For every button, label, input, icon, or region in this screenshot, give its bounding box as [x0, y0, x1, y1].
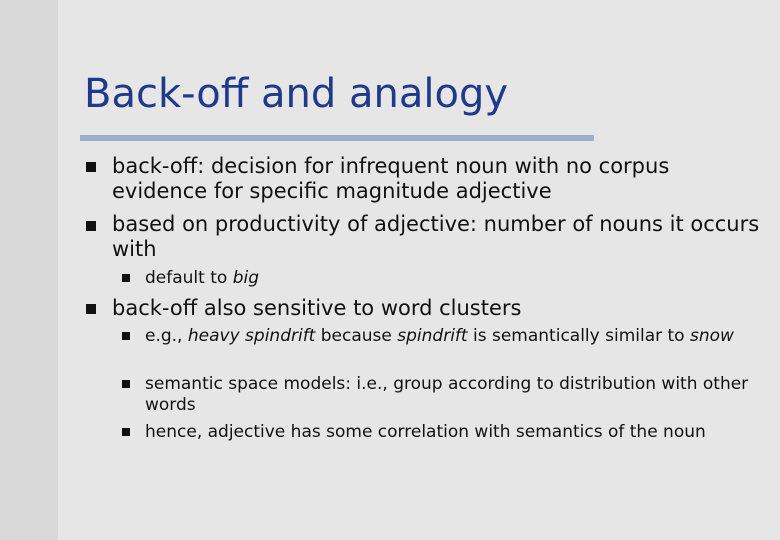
emphasis-word: snow	[689, 326, 734, 346]
sub-bullet-marker-icon	[122, 274, 130, 282]
sub-bullet-text: default to	[145, 268, 233, 288]
sub-bullet-text: e.g.,	[145, 326, 188, 346]
sub-bullet-text: is semantically similar to	[467, 326, 690, 346]
sub-bullet-item	[145, 268, 765, 289]
sub-bullet-marker-icon	[122, 428, 130, 436]
slide-left-margin	[0, 0, 58, 540]
bullet-item: back-off also sensitive to word clusters	[112, 296, 522, 320]
bullet-marker-icon	[86, 304, 96, 314]
slide-title: Back-off and analogy	[84, 71, 509, 117]
sub-bullet-item	[145, 326, 765, 347]
sub-bullet-text: because	[315, 326, 398, 346]
sub-bullet-item: semantic space models: i.e., group according to distribution with other words	[145, 374, 749, 415]
sub-bullet-marker-icon	[122, 380, 130, 388]
sub-bullet-item: hence, adjective has some correlation with semantics of the noun	[145, 422, 706, 442]
slide	[58, 0, 780, 540]
emphasis-phrase: heavy spindrift	[187, 326, 316, 346]
title-underline	[80, 135, 594, 141]
bullet-marker-icon	[86, 162, 96, 172]
bullet-item: back-off: decision for infrequent noun with no corpus evidence for specific magnitude adjective	[112, 154, 670, 203]
emphasis-word: big	[232, 268, 260, 288]
bullet-item: based on productivity of adjective: number of nouns it occurs with	[112, 212, 760, 261]
emphasis-word: spindrift	[397, 326, 468, 346]
sub-bullet-marker-icon	[122, 332, 130, 340]
bullet-marker-icon	[86, 221, 96, 231]
